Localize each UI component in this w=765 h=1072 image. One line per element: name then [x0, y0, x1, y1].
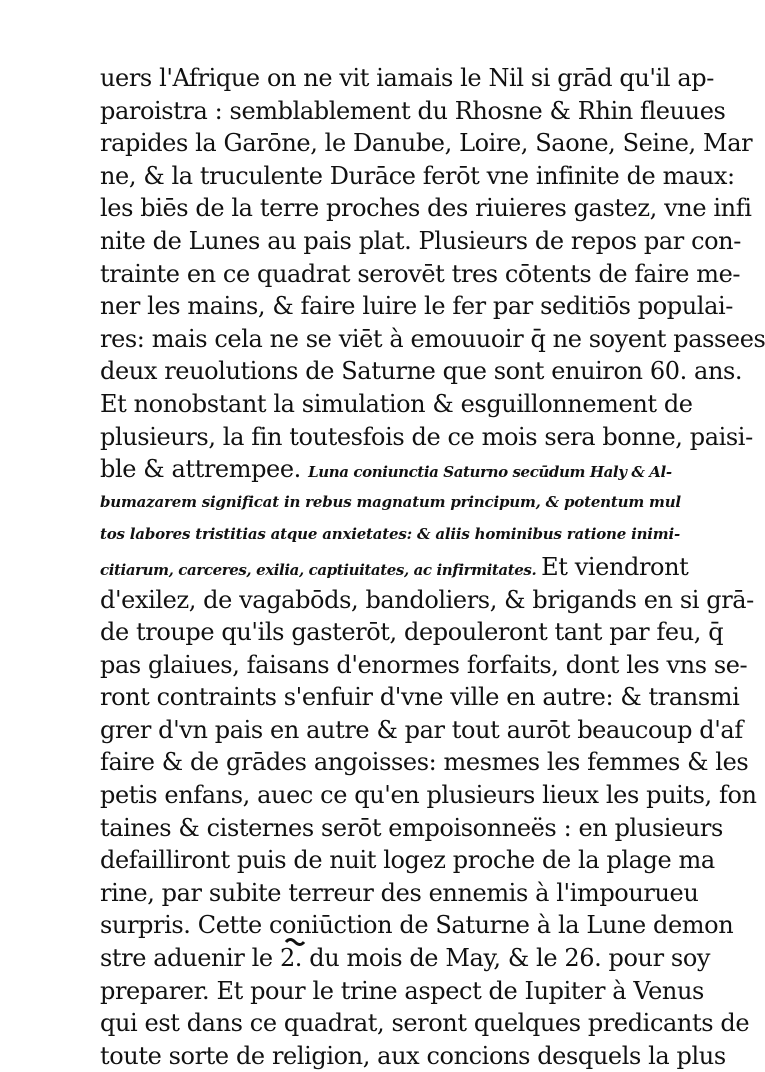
text-line: ner les mains, & faire luire le fer par seditiōs populai- — [100, 292, 733, 321]
latin-quote-line: bumazarem significat in rebus magnatum principum, & potentum mul — [100, 492, 681, 511]
text-line: pas glaiues, faisans d'enormes forfaits, dont les vns se- — [100, 650, 748, 679]
text-line: taines & cisternes serōt empoisonneës : en plusieurs — [100, 813, 723, 842]
latin-quote-line: tos labores tristitias atque anxietates: & aliis hominibus ratione inimi- — [100, 525, 680, 544]
text-line: surpris. Cette coniūction de Saturne à la Lune demon — [100, 911, 734, 940]
text-block — [100, 62, 765, 1072]
text-line: rine, par subite terreur des ennemis à l'impourueu — [100, 878, 699, 907]
latin-quote-span: Luna coniunctia Saturno secūdum Haly & Al- — [308, 463, 672, 482]
text-line-mixed — [100, 551, 690, 584]
text-line: preparer. Et pour le trine aspect de Iupiter à Venus — [100, 976, 704, 1005]
roman-span: Et viendront — [541, 552, 689, 581]
text-line: deux reuolutions de Saturne que sont enuiron 60. ans. — [100, 357, 743, 386]
text-line-mixed — [100, 453, 690, 486]
text-line: Et nonobstant la simulation & esguillonnement de — [100, 389, 693, 418]
text-line: grer d'vn pais en autre & par tout aurōt beaucoup d'af — [100, 715, 743, 744]
text-line: rapides la Garōne, le Danube, Loire, Saone, Seine, Mar — [100, 129, 753, 158]
text-line: nite de Lunes au pais plat. Plusieurs de repos par con- — [100, 226, 741, 255]
text-line: les biēs de la terre proches des riuieres gastez, vne infi — [100, 194, 752, 223]
latin-quote-span: citiarum, carceres, exilia, captiuitates, ac infirmitates. — [100, 560, 542, 579]
text-line: uers l'Afrique on ne vit iamais le Nil si grād qu'il ap- — [100, 64, 714, 92]
catchword-mark-icon — [284, 936, 306, 948]
text-line: paroistra : semblablement du Rhosne & Rhin fleuues — [100, 96, 726, 125]
text-line: ne, & la truculente Durāce ferōt vne infinite de maux: — [100, 161, 735, 190]
text-line: toute sorte de religion, aux concions desquels la plus — [100, 1041, 726, 1070]
text-line: stre aduenir le 2. du mois de May, & le 26. pour soy — [100, 944, 711, 973]
text-line: faire & de grādes angoisses: mesmes les femmes & les — [100, 748, 749, 777]
text-line: qui est dans ce quadrat, seront quelques predicants de — [100, 1009, 750, 1038]
text-line: trainte en ce quadrat serovēt tres cōtents de faire me- — [100, 259, 741, 288]
text-line: ront contraints s'enfuir d'vne ville en autre: & transmi — [100, 683, 740, 712]
text-line: defailliront puis de nuit logez proche de la plage ma — [100, 846, 715, 875]
text-line: res: mais cela ne se viēt à emouuoir q̄ ne soyent passees — [100, 324, 765, 353]
text-line: de troupe qu'ils gasterōt, depouleront tant par feu, q̄ — [100, 618, 724, 647]
roman-span: ble & attrempee. — [100, 455, 309, 484]
text-line: d'exilez, de vagabōds, bandoliers, & brigands en si grā- — [100, 585, 754, 614]
text-line: petis enfans, auec ce qu'en plusieurs lieux les puits, fon — [100, 781, 757, 810]
text-line: plusieurs, la fin toutesfois de ce mois sera bonne, paisi- — [100, 422, 753, 451]
